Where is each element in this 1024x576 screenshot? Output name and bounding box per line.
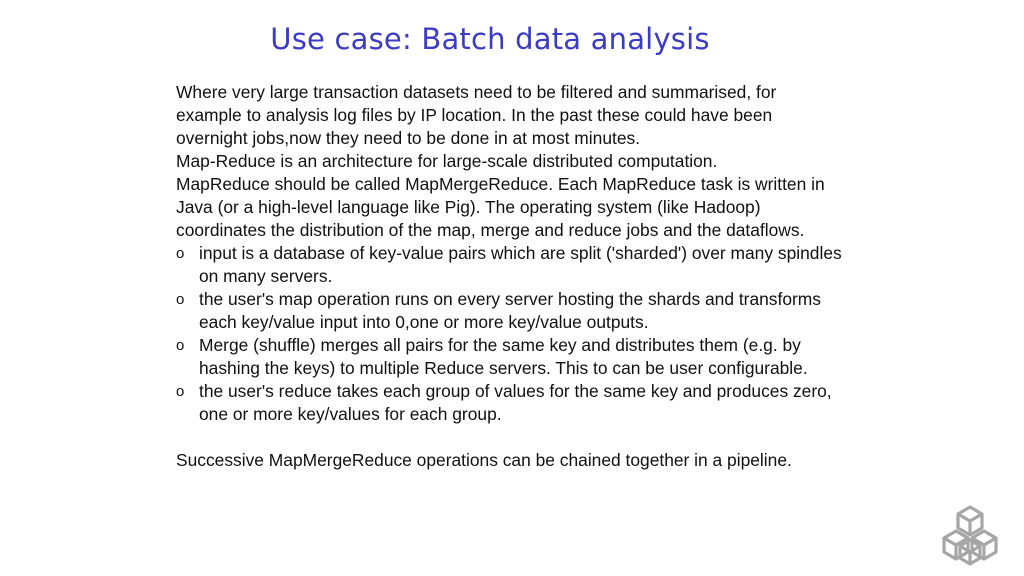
cubes-logo-icon <box>934 504 1006 568</box>
bullet-list <box>176 242 844 426</box>
paragraph-closing: Successive MapMergeReduce operations can be chained together in a pipeline. <box>176 450 792 470</box>
bullet-item <box>176 288 844 334</box>
bullet-item <box>176 380 844 426</box>
bullet-marker: o <box>176 383 185 400</box>
bullet-marker: o <box>176 291 185 308</box>
bullet-marker: o <box>176 337 185 354</box>
bullet-text: Merge (shuffle) merges all pairs for the same key and distributes them (e.g. by hashing the keys) to multiple Reduce servers. This to can be user configurable. <box>199 335 808 378</box>
paragraph-mapmergereduce: MapReduce should be called MapMergeReduce. Each MapReduce task is written in Java (or a high-level language like Pig). The operating system (like Hadoop) coordinates the distribution of the map, merge and reduce jobs and the dataflows. <box>176 174 825 240</box>
bullet-text: the user's map operation runs on every server hosting the shards and transforms each key/value input into 0,one or more key/value outputs. <box>199 289 821 332</box>
bullet-text: the user's reduce takes each group of values for the same key and produces zero, one or more key/values for each group. <box>199 381 832 424</box>
bullet-text: input is a database of key-value pairs which are split ('sharded') over many spindles on many servers. <box>199 243 842 286</box>
bullet-marker: o <box>176 245 185 262</box>
slide-title: Use case: Batch data analysis <box>270 22 710 56</box>
slide-content <box>176 81 844 472</box>
paragraph-spacer <box>176 426 844 449</box>
paragraph-mapreduce-definition: Map-Reduce is an architecture for large-scale distributed computation. <box>176 151 718 171</box>
bullet-item <box>176 334 844 380</box>
bullet-item <box>176 242 844 288</box>
paragraph-intro: Where very large transaction datasets need to be filtered and summarised, for example to analysis log files by IP location. In the past these could have been overnight jobs,now they need to be done in at most minutes. <box>176 82 777 148</box>
